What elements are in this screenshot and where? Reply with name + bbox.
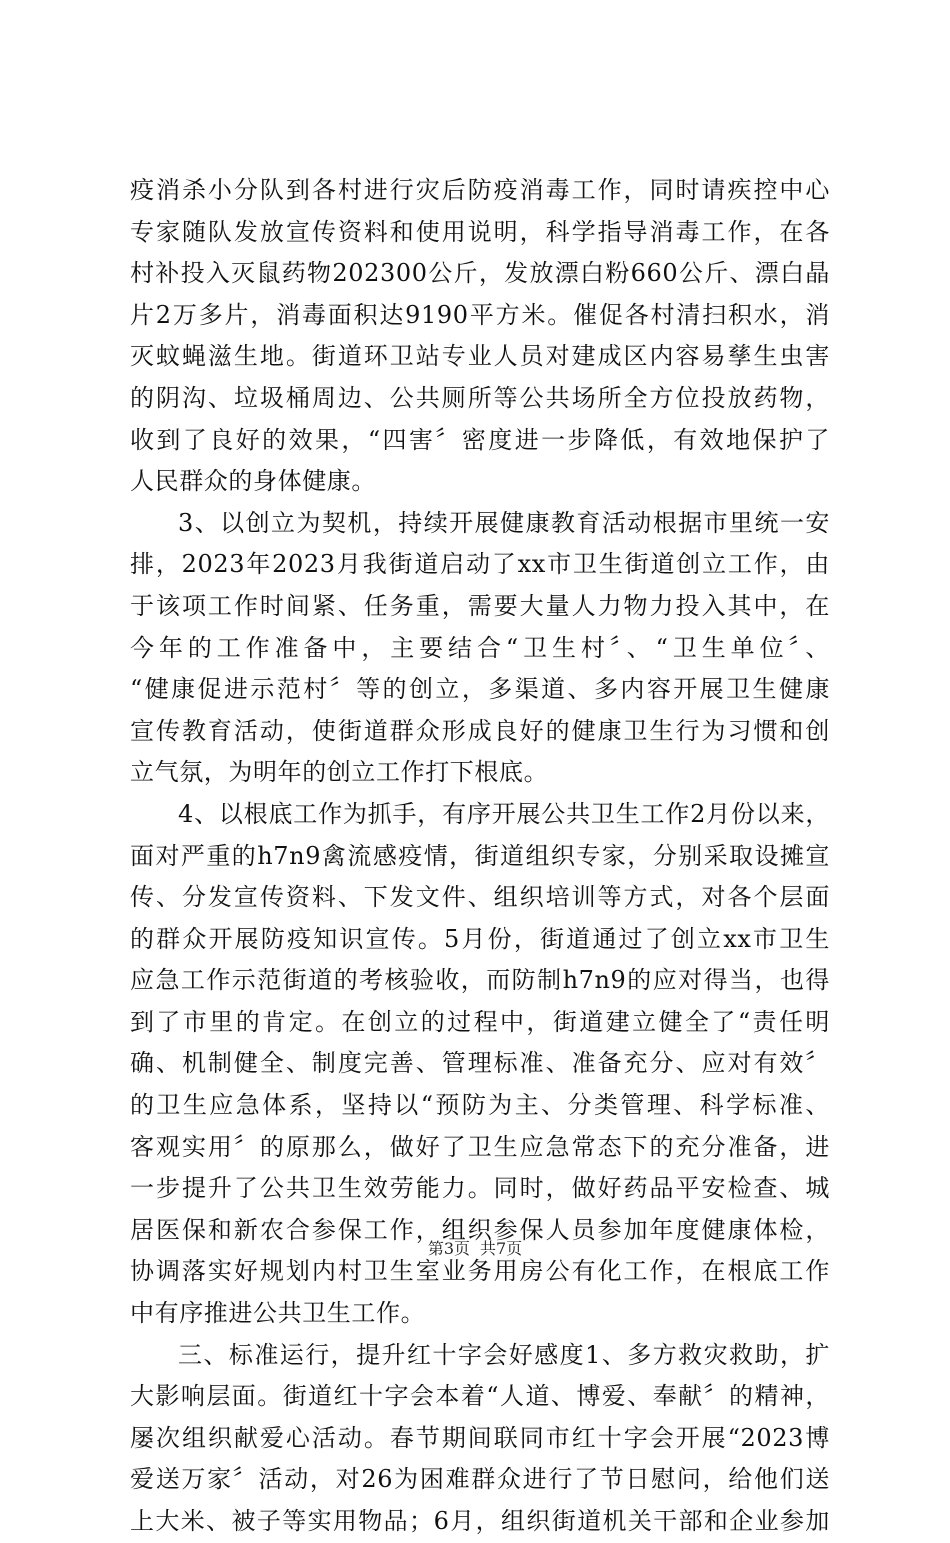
text-line: 客观实用〞的原那么，做好了卫生应急常态下的充分准备，进 (130, 1132, 830, 1161)
text-line: “健康促进示范村〞等的创立，多渠道、多内容开展卫生健康 (130, 675, 830, 704)
text-line: 村补投入灭鼠药物202300公斤，发放漂白粉660公斤、漂白晶 (130, 259, 830, 288)
text-line: 人民群众的身体健康。 (130, 467, 376, 496)
text-line: 灭蚊蝇滋生地。街道环卫站专业人员对建成区内容易孳生虫害 (130, 342, 830, 371)
paragraph-start-line: 三、标准运行，提升红十字会好感度1、多方救灾救助，扩 (178, 1340, 830, 1369)
text-line: 应急工作示范街道的考核验收，而防制h7n9的应对得当，也得 (130, 966, 830, 995)
text-line: 于该项工作时间紧、任务重，需要大量人力物力投入其中，在 (130, 591, 830, 620)
page-footer (0, 1236, 950, 1259)
text-line: 今年的工作准备中，主要结合“卫生村〞、“卫生单位〞、 (130, 633, 830, 662)
text-line: 宣传教育活动，使街道群众形成良好的健康卫生行为习惯和创 (130, 716, 830, 745)
text-line: 的群众开展防疫知识宣传。5月份，街道通过了创立xx市卫生 (130, 924, 830, 953)
paragraph-start-line: 4、以根底工作为抓手，有序开展公共卫生工作2月份以来， (178, 799, 830, 828)
text-line: 传、分发宣传资料、下发文件、组织培训等方式，对各个层面 (130, 883, 830, 912)
text-line: 居医保和新农合参保工作，组织参保人员参加年度健康体检， (130, 1215, 830, 1244)
text-line: 片2万多片，消毒面积达9190平方米。催促各村清扫积水，消 (130, 300, 830, 329)
text-line: 爱送万家〞活动，对26为困难群众进行了节日慰问，给他们送 (130, 1465, 830, 1494)
text-line: 中有序推进公共卫生工作。 (130, 1299, 426, 1328)
text-line: 屡次组织献爱心活动。春节期间联同市红十字会开展“2023博 (130, 1423, 830, 1452)
text-line: 的阴沟、垃圾桶周边、公共厕所等公共场所全方位投放药物， (130, 383, 830, 412)
text-line: 疫消杀小分队到各村进行灾后防疫消毒工作，同时请疾控中心 (130, 176, 830, 204)
text-line: 收到了良好的效果，“四害〞密度进一步降低，有效地保护了 (130, 425, 830, 454)
page-total: 共7页 (480, 1239, 523, 1258)
text-line: 的卫生应急体系，坚持以“预防为主、分类管理、科学标准、 (130, 1091, 830, 1120)
page-number: 第3页 (427, 1239, 470, 1258)
text-line: 到了市里的肯定。在创立的过程中，街道建立健全了“责任明 (130, 1007, 830, 1036)
text-line: 排，2023年2023月我街道启动了xx市卫生街道创立工作，由 (130, 550, 830, 579)
text-line: 协调落实好规划内村卫生室业务用房公有化工作，在根底工作 (130, 1257, 830, 1286)
text-line: 上大米、被子等实用物品；6月，组织街道机关干部和企业参加 (130, 1507, 830, 1535)
paragraph-start-line: 3、以创立为契机，持续开展健康教育活动根据市里统一安 (178, 508, 830, 537)
text-line: 面对严重的h7n9禽流感疫情，街道组织专家，分别采取设摊宣 (130, 841, 830, 870)
text-line: 一步提升了公共卫生效劳能力。同时，做好药品平安检查、城 (130, 1174, 830, 1203)
text-line: 专家随队发放宣传资料和使用说明，科学指导消毒工作，在各 (130, 217, 830, 246)
text-line: 确、机制健全、制度完善、管理标准、准备充分、应对有效〞 (130, 1049, 830, 1078)
text-line: 大影响层面。街道红十字会本着“人道、博爱、奉献〞的精神， (130, 1382, 830, 1411)
text-line: 立气氛，为明年的创立工作打下根底。 (130, 758, 549, 787)
body-text (130, 170, 830, 1543)
